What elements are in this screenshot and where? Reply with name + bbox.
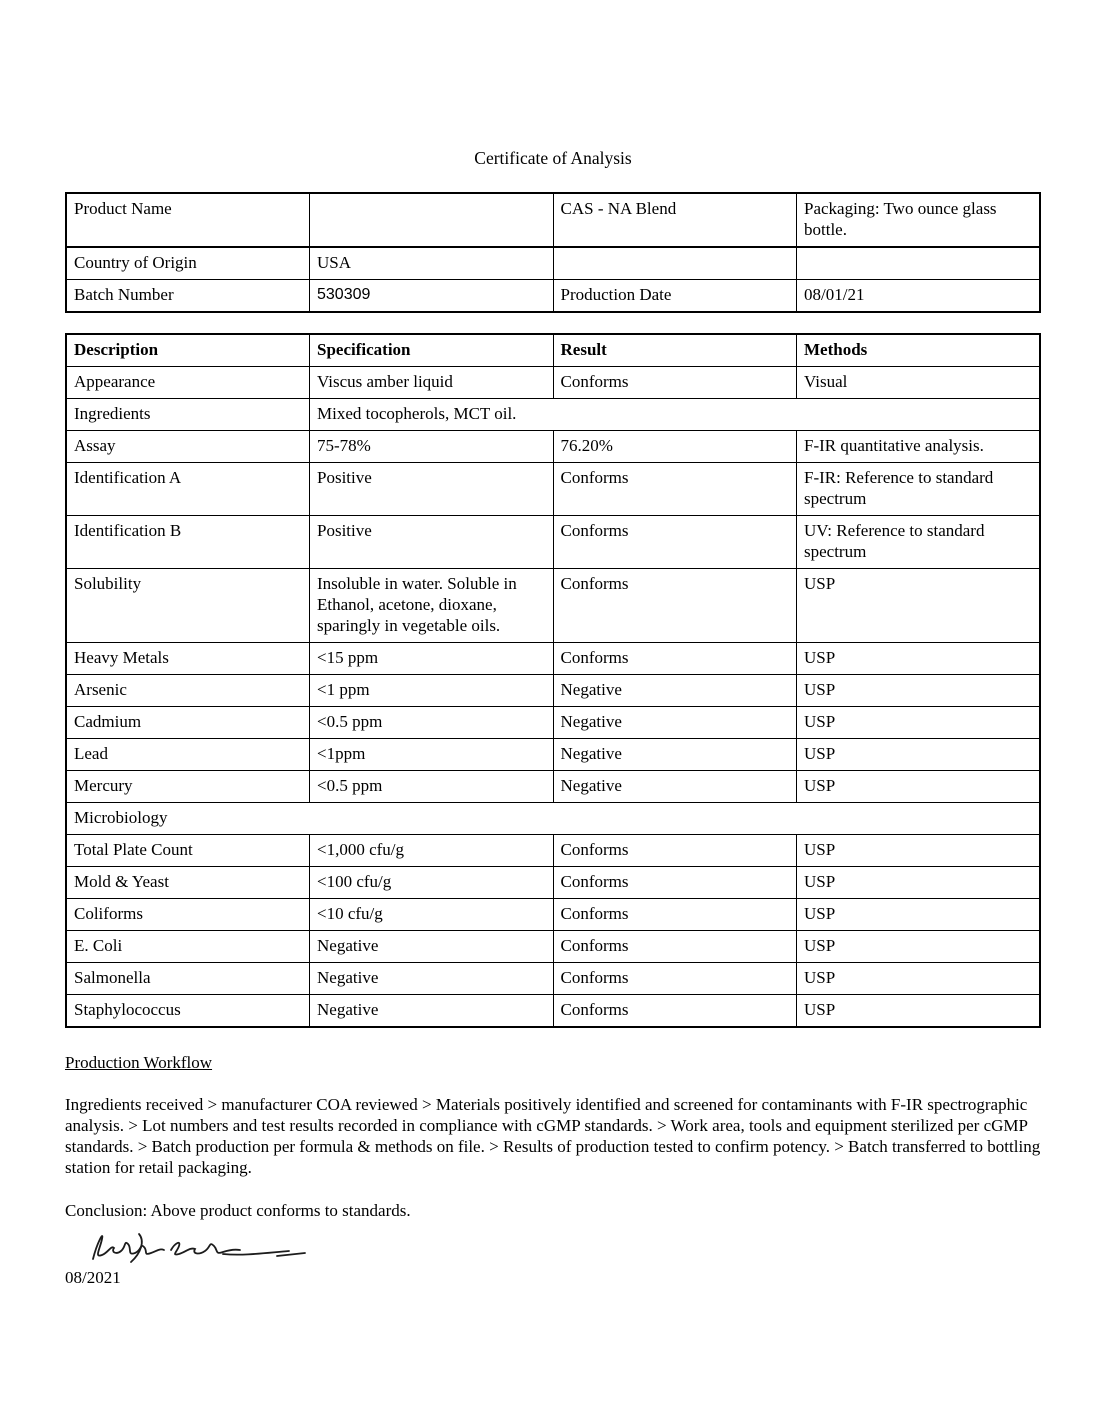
table-row	[66, 675, 1040, 707]
cell-specification: Negative	[310, 931, 554, 963]
cell-description: Ingredients	[66, 399, 310, 431]
cell-description: Assay	[66, 431, 310, 463]
table-row	[66, 431, 1040, 463]
table-row	[66, 399, 1040, 431]
cell-methods: UV: Reference to standard spectrum	[797, 516, 1041, 569]
cell-result: Negative	[553, 707, 797, 739]
empty-cell	[797, 247, 1041, 280]
header-methods: Methods	[797, 334, 1041, 367]
table-row	[66, 707, 1040, 739]
cell-result: Conforms	[553, 463, 797, 516]
cell-result: Conforms	[553, 835, 797, 867]
table-row	[66, 367, 1040, 399]
cell-result: Conforms	[553, 569, 797, 643]
cell-specification: <1,000 cfu/g	[310, 835, 554, 867]
table-row	[66, 963, 1040, 995]
product-name-value	[310, 193, 554, 247]
cell-methods: USP	[797, 835, 1041, 867]
signature	[79, 1225, 1041, 1271]
cell-result: Negative	[553, 675, 797, 707]
production-date-value: 08/01/21	[797, 280, 1041, 313]
product-name-label: Product Name	[66, 193, 310, 247]
cell-result: Conforms	[553, 516, 797, 569]
table-row	[66, 280, 1040, 313]
cell-description: Cadmium	[66, 707, 310, 739]
workflow-heading: Production Workflow	[65, 1053, 213, 1072]
country-of-origin-value: USA	[310, 247, 554, 280]
analysis-results-table	[65, 333, 1041, 1028]
cell-specification: Positive	[310, 516, 554, 569]
header-description: Description	[66, 334, 310, 367]
signature-handwriting-icon	[79, 1225, 309, 1271]
cell-methods: Visual	[797, 367, 1041, 399]
cell-specification: Negative	[310, 995, 554, 1028]
table-row	[66, 247, 1040, 280]
signature-date: 08/2021	[65, 1268, 121, 1287]
cell-methods: USP	[797, 899, 1041, 931]
cell-description: Lead	[66, 739, 310, 771]
table-row	[66, 516, 1040, 569]
table-section-row	[66, 803, 1040, 835]
table-row	[66, 643, 1040, 675]
header-result: Result	[553, 334, 797, 367]
cell-methods: USP	[797, 707, 1041, 739]
cell-specification: Insoluble in water. Soluble in Ethanol, acetone, dioxane, sparingly in vegetable oils.	[310, 569, 554, 643]
table-row	[66, 569, 1040, 643]
cell-result: Conforms	[553, 899, 797, 931]
table-row	[66, 931, 1040, 963]
cell-description: Salmonella	[66, 963, 310, 995]
cell-description: Mercury	[66, 771, 310, 803]
cell-methods: USP	[797, 643, 1041, 675]
production-date-label: Production Date	[553, 280, 797, 313]
cell-specification: <10 cfu/g	[310, 899, 554, 931]
workflow-paragraph: Ingredients received > manufacturer COA reviewed > Materials positively identified and screened for contaminants with F-IR spectrographic analysis. > Lot numbers and test results recorded in compliance with cGMP standards. > Work area, tools and equipment sterilized per cGMP standards. > Batch production per formula & methods on file. > Results of production tested to confirm potency. > Batch transferred to bottling station for retail packaging.	[65, 1095, 1041, 1177]
cell-specification: <0.5 ppm	[310, 707, 554, 739]
cell-specification: Viscus amber liquid	[310, 367, 554, 399]
cell-specification: <100 cfu/g	[310, 867, 554, 899]
header-specification: Specification	[310, 334, 554, 367]
cell-methods: USP	[797, 931, 1041, 963]
cell-methods: F-IR quantitative analysis.	[797, 431, 1041, 463]
cell-description: Total Plate Count	[66, 835, 310, 867]
cell-methods: USP	[797, 963, 1041, 995]
table-row	[66, 463, 1040, 516]
cell-specification: Mixed tocopherols, MCT oil.	[310, 399, 1041, 431]
batch-number-value: 530309	[310, 280, 554, 313]
table-row	[66, 899, 1040, 931]
cell-description: Staphylococcus	[66, 995, 310, 1028]
cell-description: E. Coli	[66, 931, 310, 963]
cell-description: Heavy Metals	[66, 643, 310, 675]
cas-blend-value: CAS - NA Blend	[553, 193, 797, 247]
cell-methods: USP	[797, 569, 1041, 643]
cell-methods: F-IR: Reference to standard spectrum	[797, 463, 1041, 516]
table-row	[66, 193, 1040, 247]
country-of-origin-label: Country of Origin	[66, 247, 310, 280]
packaging-value: Packaging: Two ounce glass bottle.	[797, 193, 1041, 247]
cell-specification: Negative	[310, 963, 554, 995]
cell-description: Mold & Yeast	[66, 867, 310, 899]
empty-cell	[553, 247, 797, 280]
table-row	[66, 867, 1040, 899]
table-row	[66, 739, 1040, 771]
conclusion-text: Conclusion: Above product conforms to standards.	[65, 1201, 411, 1220]
batch-number-label: Batch Number	[66, 280, 310, 313]
cell-result: 76.20%	[553, 431, 797, 463]
cell-description: Solubility	[66, 569, 310, 643]
cell-specification: <1ppm	[310, 739, 554, 771]
cell-specification: <0.5 ppm	[310, 771, 554, 803]
cell-specification: Positive	[310, 463, 554, 516]
cell-result: Negative	[553, 771, 797, 803]
table-row	[66, 835, 1040, 867]
cell-description: Identification A	[66, 463, 310, 516]
cell-description: Identification B	[66, 516, 310, 569]
cell-result: Conforms	[553, 367, 797, 399]
cell-methods: USP	[797, 867, 1041, 899]
cell-result: Negative	[553, 739, 797, 771]
section-label-microbiology: Microbiology	[66, 803, 1040, 835]
cell-specification: 75-78%	[310, 431, 554, 463]
cell-description: Arsenic	[66, 675, 310, 707]
cell-methods: USP	[797, 995, 1041, 1028]
cell-specification: <15 ppm	[310, 643, 554, 675]
cell-result: Conforms	[553, 995, 797, 1028]
table-row	[66, 995, 1040, 1028]
table-row	[66, 771, 1040, 803]
cell-result: Conforms	[553, 963, 797, 995]
cell-result: Conforms	[553, 931, 797, 963]
cell-specification: <1 ppm	[310, 675, 554, 707]
product-info-table	[65, 192, 1041, 313]
page-title: Certificate of Analysis	[474, 148, 632, 168]
cell-description: Appearance	[66, 367, 310, 399]
cell-description: Coliforms	[66, 899, 310, 931]
cell-result: Conforms	[553, 643, 797, 675]
table-header-row	[66, 334, 1040, 367]
cell-methods: USP	[797, 771, 1041, 803]
cell-methods: USP	[797, 675, 1041, 707]
cell-result: Conforms	[553, 867, 797, 899]
cell-methods: USP	[797, 739, 1041, 771]
